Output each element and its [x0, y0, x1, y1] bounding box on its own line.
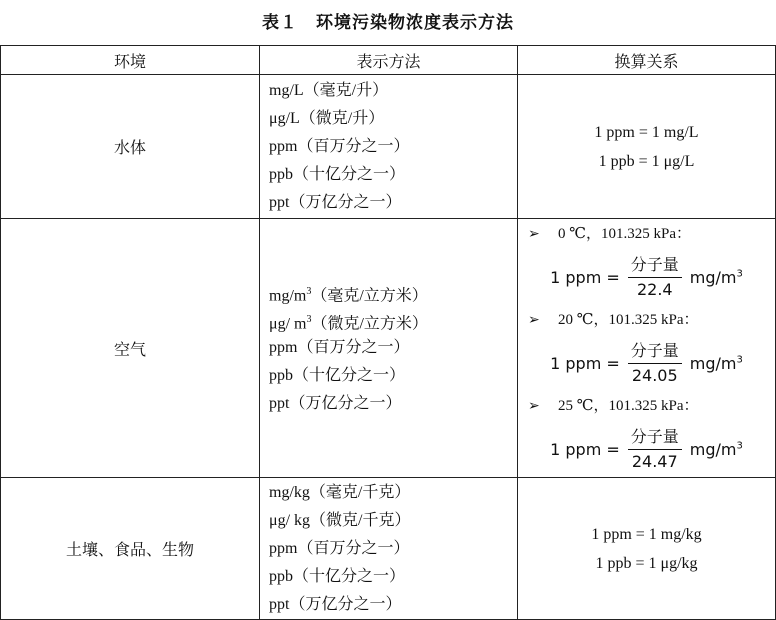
unit-item: μg/ kg（微克/千克）	[269, 511, 411, 529]
conversion-formula: 1 ppm = $\frac{\text{分子量}}{22.4}$ $mg/m^3$	[550, 254, 743, 299]
unit-item: ppb（十亿分之一）	[269, 165, 406, 183]
unit-item: mg/L（毫克/升）	[269, 81, 389, 99]
header-row	[1, 46, 776, 75]
conversion-formula: 1 ppm = $\frac{\text{分子量}}{24.47}$ $mg/m^3$	[550, 426, 743, 471]
env-cell: 土壤、食品、生物	[1, 478, 260, 620]
header-representation: 表示方法	[260, 46, 518, 75]
units-cell	[260, 219, 518, 478]
condition-line: ➢ 25 ℃，101.325 kPa：	[518, 391, 775, 421]
unit-item: ppm（百万分之一）	[269, 137, 410, 155]
arrow-bullet-icon: ➢	[528, 312, 540, 328]
unit-item: ppt（万亿分之一）	[269, 395, 402, 412]
unit-item: $mg/m^3$（毫克/立方米）	[269, 286, 428, 305]
unit-item: ppb（十亿分之一）	[269, 367, 406, 384]
fraction: $\frac{\text{分子量}}{24.47}$	[628, 427, 682, 472]
table-row	[1, 75, 776, 219]
table-row	[1, 478, 776, 620]
table-row	[1, 219, 776, 478]
conversion-item: 1 ppm = 1 mg/kg	[591, 525, 702, 543]
header-environment: 环境	[1, 46, 260, 75]
unit-item: ppt（万亿分之一）	[269, 193, 402, 211]
arrow-bullet-icon: ➢	[528, 398, 540, 414]
fraction: $\frac{\text{分子量}}{24.05}$	[628, 341, 682, 386]
unit-item: μg/L（微克/升）	[269, 109, 385, 127]
fraction: $\frac{\text{分子量}}{22.4}$	[628, 255, 682, 300]
concentration-table	[0, 45, 776, 620]
unit-item: μg/ $m^3$（微克/立方米）	[269, 314, 428, 333]
unit-item: ppm（百万分之一）	[269, 339, 410, 356]
unit-item: ppb（十亿分之一）	[269, 567, 406, 585]
arrow-bullet-icon: ➢	[528, 226, 540, 242]
header-conversion: 换算关系	[518, 46, 776, 75]
conversion-item: 1 ppm = 1 mg/L	[594, 123, 699, 141]
env-cell: 空气	[1, 219, 260, 478]
conversion-cell	[518, 478, 776, 620]
unit-item: ppm（百万分之一）	[269, 539, 410, 557]
conversion-formula: 1 ppm = $\frac{\text{分子量}}{24.05}$ $mg/m^3$	[550, 340, 743, 385]
conversion-cell	[518, 75, 776, 219]
units-cell	[260, 478, 518, 620]
conversion-item: 1 ppb = 1 μg/kg	[595, 554, 698, 572]
conversion-cell	[518, 219, 776, 478]
units-cell	[260, 75, 518, 219]
conversion-item: 1 ppb = 1 μg/L	[598, 152, 695, 170]
unit-item: ppt（万亿分之一）	[269, 595, 402, 613]
table-title: 表１ 环境污染物浓度表示方法	[262, 13, 514, 33]
condition-line: ➢ 20 ℃，101.325 kPa：	[518, 305, 775, 335]
unit-item: mg/kg（毫克/千克）	[269, 483, 411, 501]
env-cell: 水体	[1, 75, 260, 219]
condition-line: ➢ 0 ℃，101.325 kPa：	[518, 219, 775, 249]
